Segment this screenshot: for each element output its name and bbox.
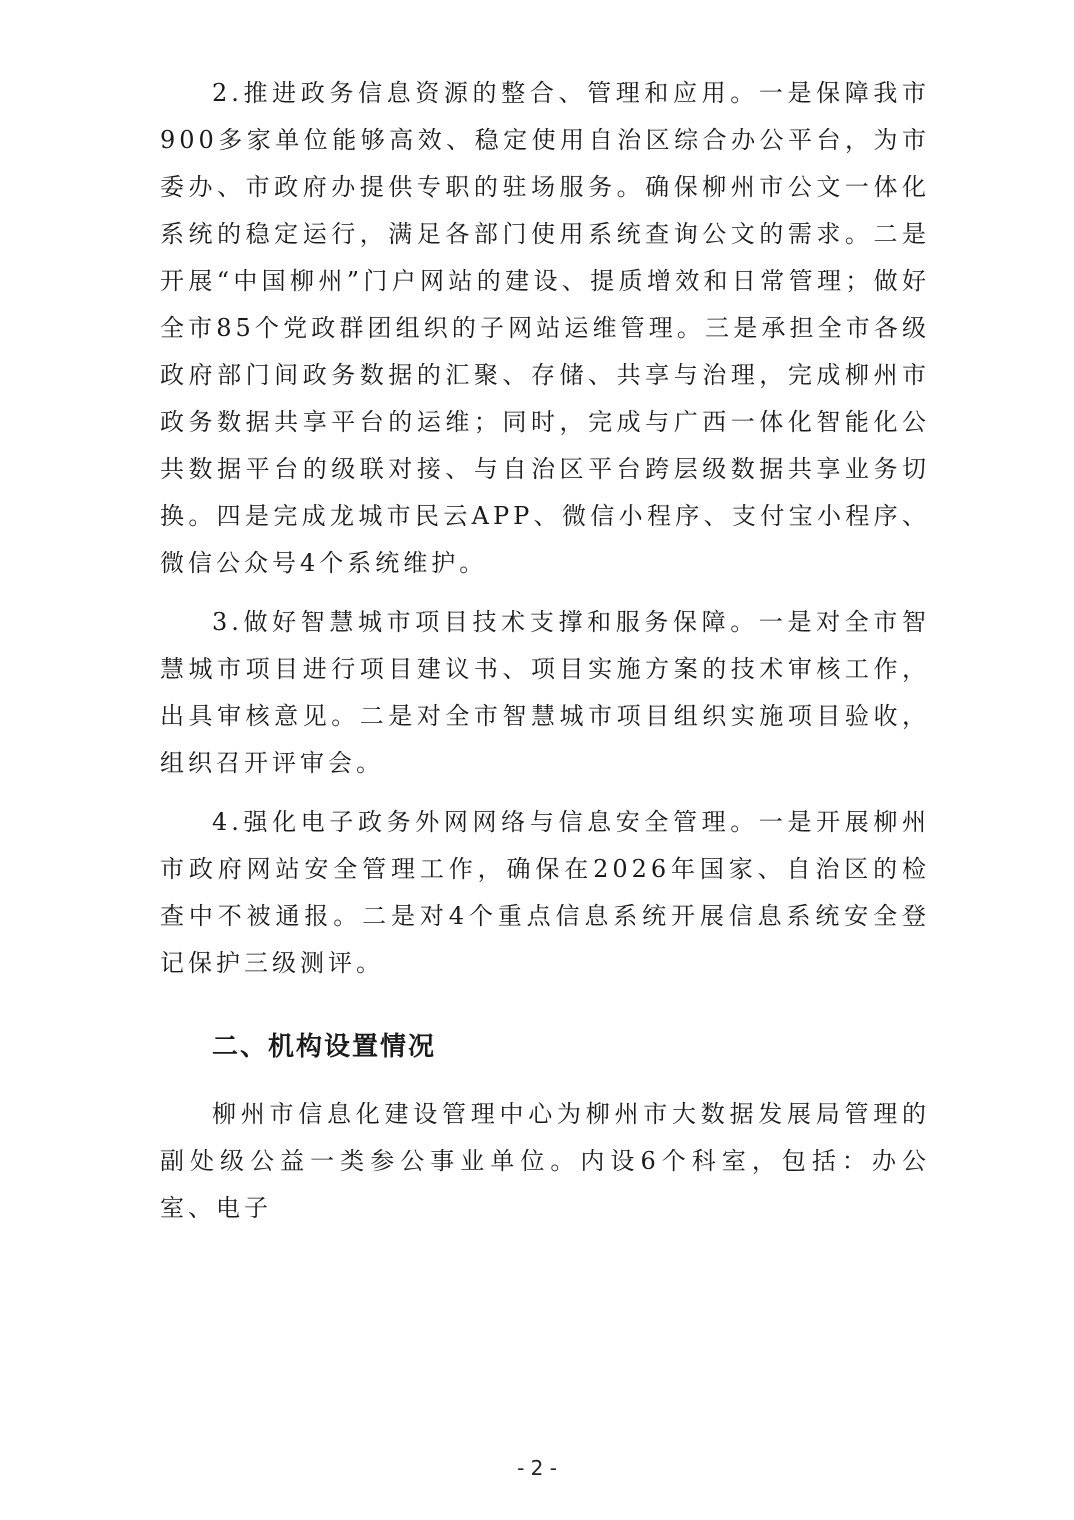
document-body xyxy=(160,70,930,1244)
paragraph-item-2: 2.推进政务信息资源的整合、管理和应用。一是保障我市900多家单位能够高效、稳定使用自治区综合办公平台，为市委办、市政府办提供专职的驻场服务。确保柳州市公文一体化系统的稳定运行，满足各部门使用系统查询公文的需求。二是开展“中国柳州”门户网站的建设、提质增效和日常管理；做好全市85个党政群团组织的子网站运维管理。三是承担全市各级政府部门间政务数据的汇聚、存储、共享与治理，完成柳州市政务数据共享平台的运维；同时，完成与广西一体化智能化公共数据平台的级联对接、与自治区平台跨层级数据共享业务切换。四是完成龙城市民云APP、微信小程序、支付宝小程序、微信公众号4个系统维护。 xyxy=(160,79,930,577)
section-paragraph: 柳州市信息化建设管理中心为柳州市大数据发展局管理的副处级公益一类参公事业单位。内设6个科室，包括：办公室、电子 xyxy=(160,1100,930,1222)
page-number: - 2 - xyxy=(517,1456,557,1480)
paragraph-item-3: 3.做好智慧城市项目技术支撑和服务保障。一是对全市智慧城市项目进行项目建议书、项目实施方案的技术审核工作，出具审核意见。二是对全市智慧城市项目组织实施项目验收，组织召开评审会。 xyxy=(160,608,930,777)
paragraph-item-4: 4.强化电子政务外网网络与信息安全管理。一是开展柳州市政府网站安全管理工作，确保在2026年国家、自治区的检查中不被通报。二是对4个重点信息系统开展信息系统安全登记保护三级测评。 xyxy=(160,808,930,977)
section-heading: 二、机构设置情况 xyxy=(212,1032,437,1062)
